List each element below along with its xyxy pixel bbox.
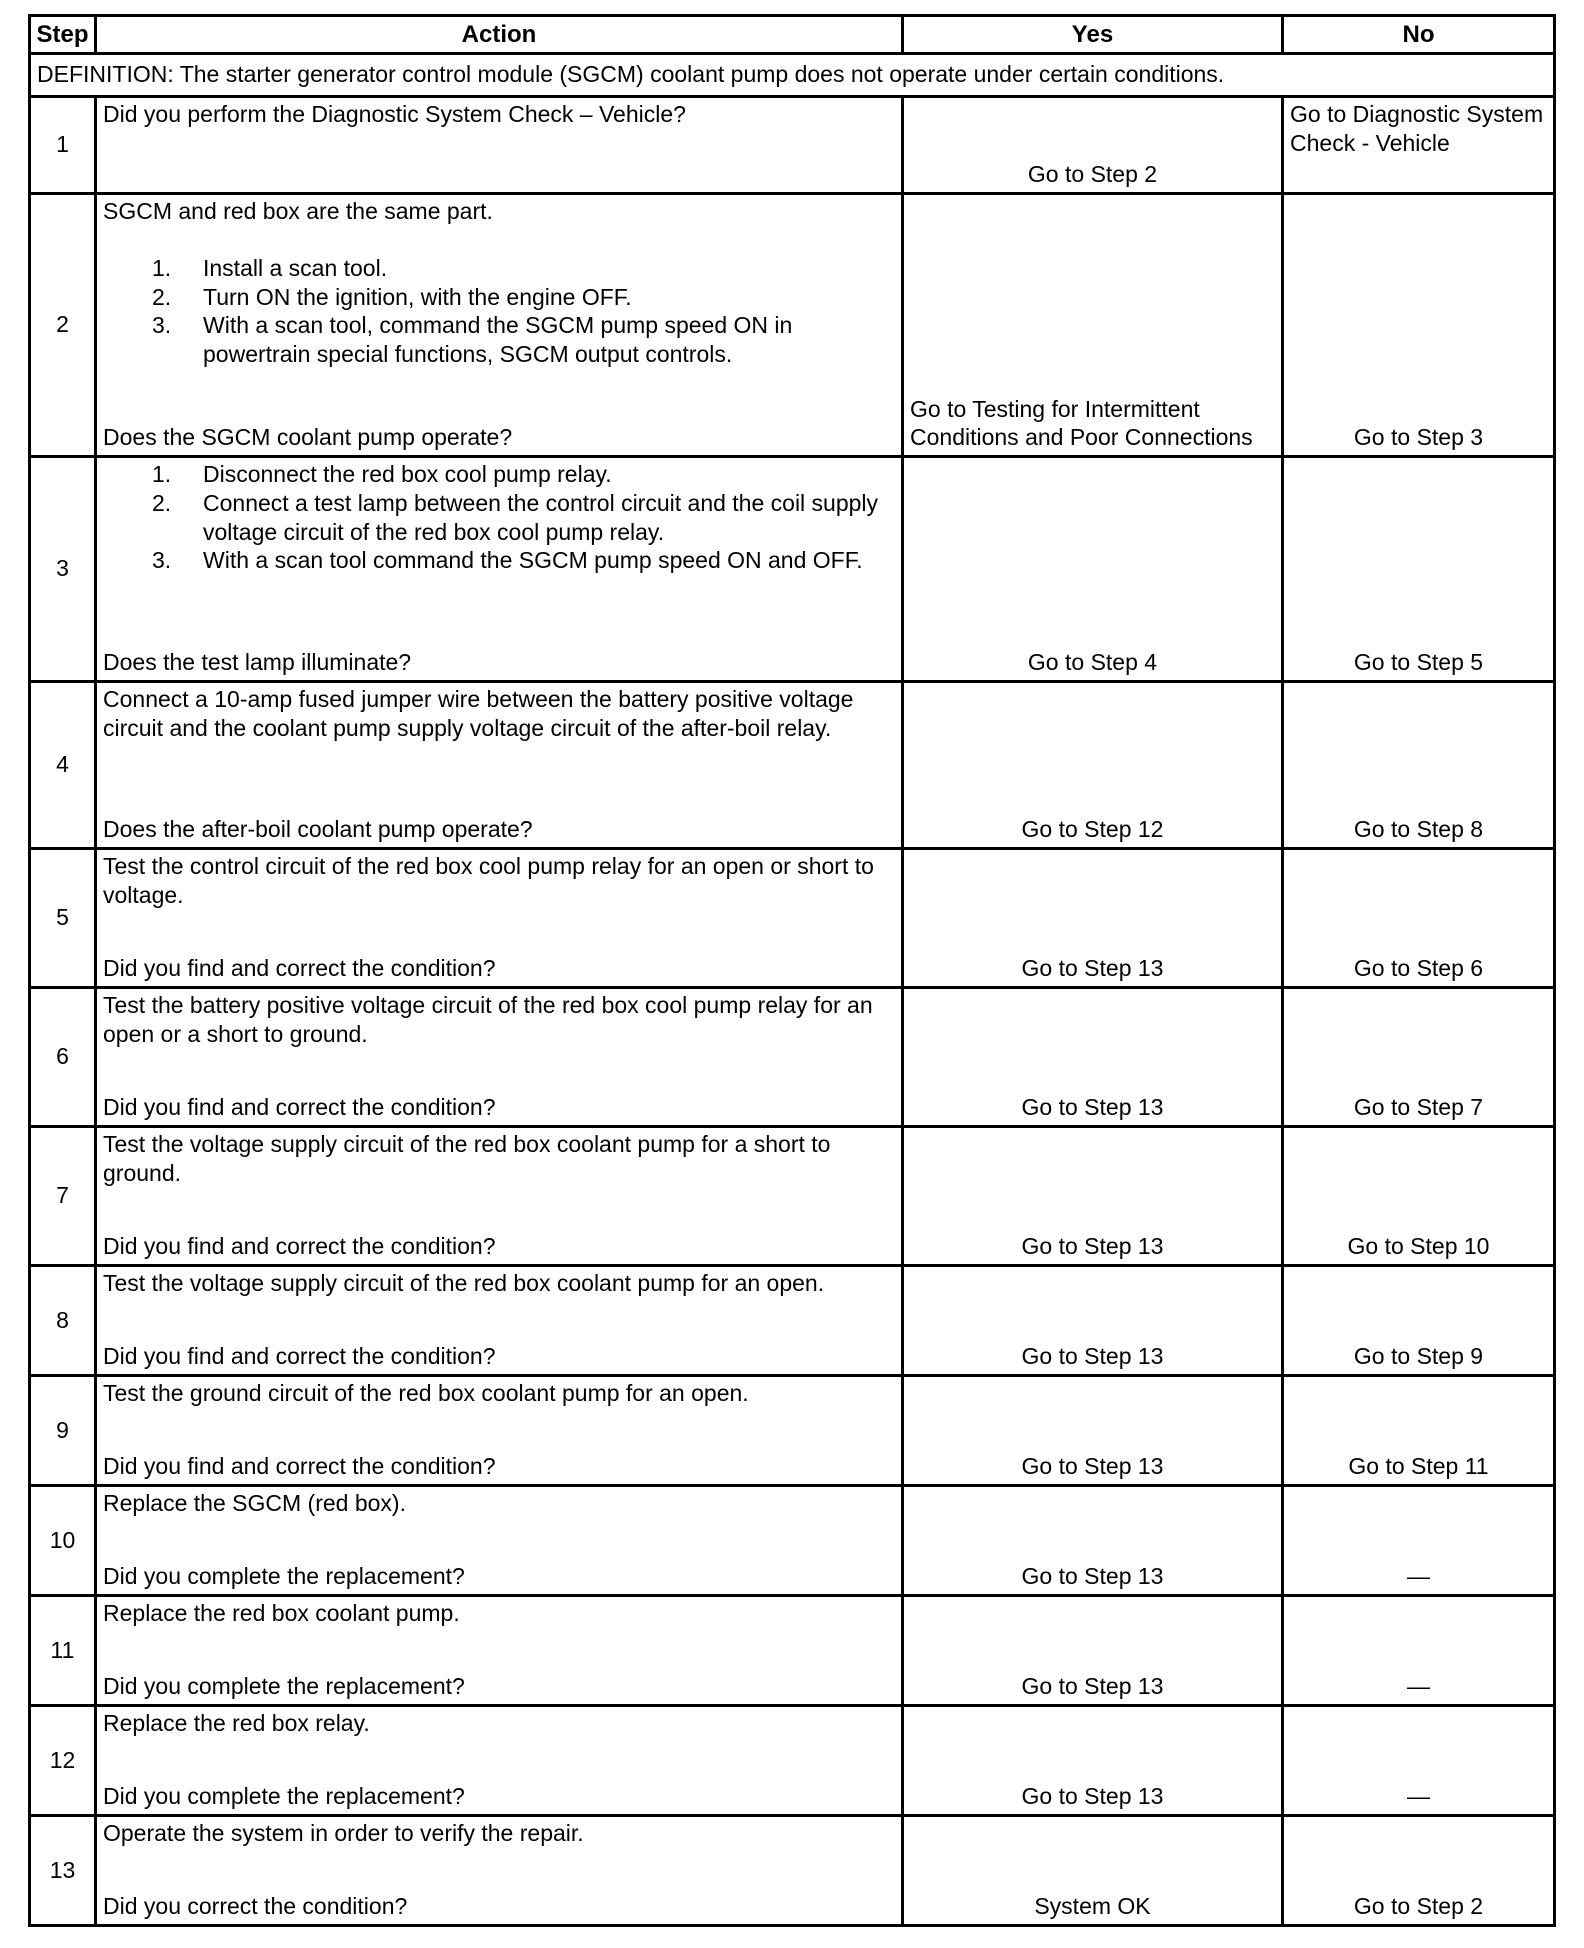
action-intro: Did you perform the Diagnostic System Check – Vehicle? <box>103 101 686 127</box>
action-intro: Test the ground circuit of the red box coolant pump for an open. <box>103 1380 749 1406</box>
action-question: Did you complete the replacement? <box>103 1783 465 1810</box>
list-item-text: Disconnect the red box cool pump relay. <box>203 461 612 487</box>
step-number: 7 <box>30 1127 96 1266</box>
action-question: Did you find and correct the condition? <box>103 1453 496 1480</box>
action-steps-list <box>103 460 895 575</box>
list-item-number: 1. <box>152 254 172 281</box>
yes-result: Go to Step 13 <box>903 1486 1283 1596</box>
yes-result: Go to Step 13 <box>903 1266 1283 1376</box>
action-question: Did you find and correct the condition? <box>103 1343 496 1370</box>
table-row <box>30 682 1555 849</box>
yes-result: Go to Step 13 <box>903 1706 1283 1816</box>
table-row <box>30 849 1555 988</box>
action-cell <box>96 194 903 457</box>
step-number: 5 <box>30 849 96 988</box>
action-intro: Test the control circuit of the red box cool pump relay for an open or short to voltage. <box>103 853 874 908</box>
list-item-number: 2. <box>152 489 172 516</box>
table-row <box>30 1596 1555 1706</box>
yes-result: Go to Step 12 <box>903 682 1283 849</box>
action-intro: Connect a 10-amp fused jumper wire between the battery positive voltage circuit and the coolant pump supply voltage circuit of the after-boil relay. <box>103 686 854 741</box>
action-cell <box>96 682 903 849</box>
no-result: — <box>1283 1596 1555 1706</box>
no-result: Go to Step 10 <box>1283 1127 1555 1266</box>
list-item-number: 2. <box>152 283 172 310</box>
definition-row <box>30 54 1555 97</box>
yes-result: Go to Step 4 <box>903 457 1283 682</box>
diagnostic-table <box>28 14 1556 1927</box>
action-cell <box>96 849 903 988</box>
step-number: 10 <box>30 1486 96 1596</box>
no-result: Go to Step 9 <box>1283 1266 1555 1376</box>
action-cell <box>96 97 903 194</box>
step-number: 3 <box>30 457 96 682</box>
action-cell <box>96 1816 903 1926</box>
no-result: Go to Step 3 <box>1283 194 1555 457</box>
step-number: 6 <box>30 988 96 1127</box>
action-question: Did you find and correct the condition? <box>103 1233 496 1260</box>
header-step: Step <box>30 16 96 54</box>
action-question: Does the test lamp illuminate? <box>103 649 412 676</box>
header-row <box>30 16 1555 54</box>
list-item <box>152 460 895 489</box>
step-number: 8 <box>30 1266 96 1376</box>
action-intro: Test the voltage supply circuit of the red box coolant pump for an open. <box>103 1270 825 1296</box>
action-intro: Operate the system in order to verify the repair. <box>103 1820 584 1846</box>
action-question: Did you complete the replacement? <box>103 1563 465 1590</box>
table-row <box>30 194 1555 457</box>
action-cell <box>96 1127 903 1266</box>
action-intro: SGCM and red box are the same part. <box>103 198 493 224</box>
header-yes: Yes <box>903 16 1283 54</box>
list-item <box>152 311 895 369</box>
action-cell <box>96 988 903 1127</box>
yes-result: Go to Step 13 <box>903 1376 1283 1486</box>
no-result: Go to Step 7 <box>1283 988 1555 1127</box>
table-row <box>30 1816 1555 1926</box>
table-row <box>30 97 1555 194</box>
definition-text: DEFINITION: The starter generator control module (SGCM) coolant pump does not operate under certain conditions. <box>30 54 1555 97</box>
action-cell <box>96 1376 903 1486</box>
yes-result: Go to Step 13 <box>903 849 1283 988</box>
action-question: Did you find and correct the condition? <box>103 955 496 982</box>
yes-result: Go to Step 2 <box>903 97 1283 194</box>
table-row <box>30 1706 1555 1816</box>
table-row <box>30 1486 1555 1596</box>
action-question: Does the after-boil coolant pump operate? <box>103 816 533 843</box>
action-intro: Test the battery positive voltage circuit of the red box cool pump relay for an open or a short to ground. <box>103 992 873 1047</box>
action-cell <box>96 1266 903 1376</box>
action-question: Did you correct the condition? <box>103 1893 408 1920</box>
no-result: — <box>1283 1706 1555 1816</box>
list-item-number: 3. <box>152 312 172 339</box>
action-cell <box>96 1706 903 1816</box>
list-item <box>152 489 895 547</box>
yes-result: Go to Step 13 <box>903 1127 1283 1266</box>
list-item-text: With a scan tool command the SGCM pump speed ON and OFF. <box>203 547 863 574</box>
action-steps-list <box>103 254 895 369</box>
no-result: Go to Step 6 <box>1283 849 1555 988</box>
action-cell <box>96 457 903 682</box>
action-intro: Replace the red box coolant pump. <box>103 1600 460 1626</box>
action-cell <box>96 1486 903 1596</box>
table-row <box>30 1266 1555 1376</box>
yes-result: Go to Step 13 <box>903 1596 1283 1706</box>
list-item-number: 3. <box>152 547 172 574</box>
table-row <box>30 988 1555 1127</box>
list-item <box>152 254 895 283</box>
step-number: 2 <box>30 194 96 457</box>
list-item-text: Turn ON the ignition, with the engine OFF. <box>203 283 632 310</box>
yes-result: System OK <box>903 1816 1283 1926</box>
list-item-text: Connect a test lamp between the control circuit and the coil supply voltage circuit of the red box cool pump relay. <box>203 489 879 545</box>
list-item-text: With a scan tool, command the SGCM pump speed ON in powertrain special functions, SGCM output controls. <box>203 312 793 367</box>
yes-result: Go to Step 13 <box>903 988 1283 1127</box>
step-number: 11 <box>30 1596 96 1706</box>
no-result: Go to Step 11 <box>1283 1376 1555 1486</box>
list-item-text: Install a scan tool. <box>203 254 388 281</box>
table-row <box>30 1127 1555 1266</box>
list-item <box>152 546 895 575</box>
step-number: 9 <box>30 1376 96 1486</box>
table-row <box>30 1376 1555 1486</box>
action-question: Did you find and correct the condition? <box>103 1094 496 1121</box>
action-intro: Replace the red box relay. <box>103 1710 370 1736</box>
action-cell <box>96 1596 903 1706</box>
header-no: No <box>1283 16 1555 54</box>
yes-result: Go to Testing for Intermittent Conditions and Poor Connections <box>903 194 1283 457</box>
no-result: Go to Step 2 <box>1283 1816 1555 1926</box>
header-action: Action <box>96 16 903 54</box>
step-number: 1 <box>30 97 96 194</box>
action-question: Does the SGCM coolant pump operate? <box>103 424 513 451</box>
action-intro: Replace the SGCM (red box). <box>103 1490 406 1516</box>
action-intro: Test the voltage supply circuit of the red box coolant pump for a short to ground. <box>103 1131 831 1186</box>
step-number: 13 <box>30 1816 96 1926</box>
action-question: Did you complete the replacement? <box>103 1673 465 1700</box>
step-number: 4 <box>30 682 96 849</box>
list-item-number: 1. <box>152 461 172 487</box>
no-result: — <box>1283 1486 1555 1596</box>
no-result: Go to Diagnostic System Check - Vehicle <box>1283 97 1555 194</box>
list-item <box>152 283 895 312</box>
table-row <box>30 457 1555 682</box>
no-result: Go to Step 8 <box>1283 682 1555 849</box>
no-result: Go to Step 5 <box>1283 457 1555 682</box>
step-number: 12 <box>30 1706 96 1816</box>
